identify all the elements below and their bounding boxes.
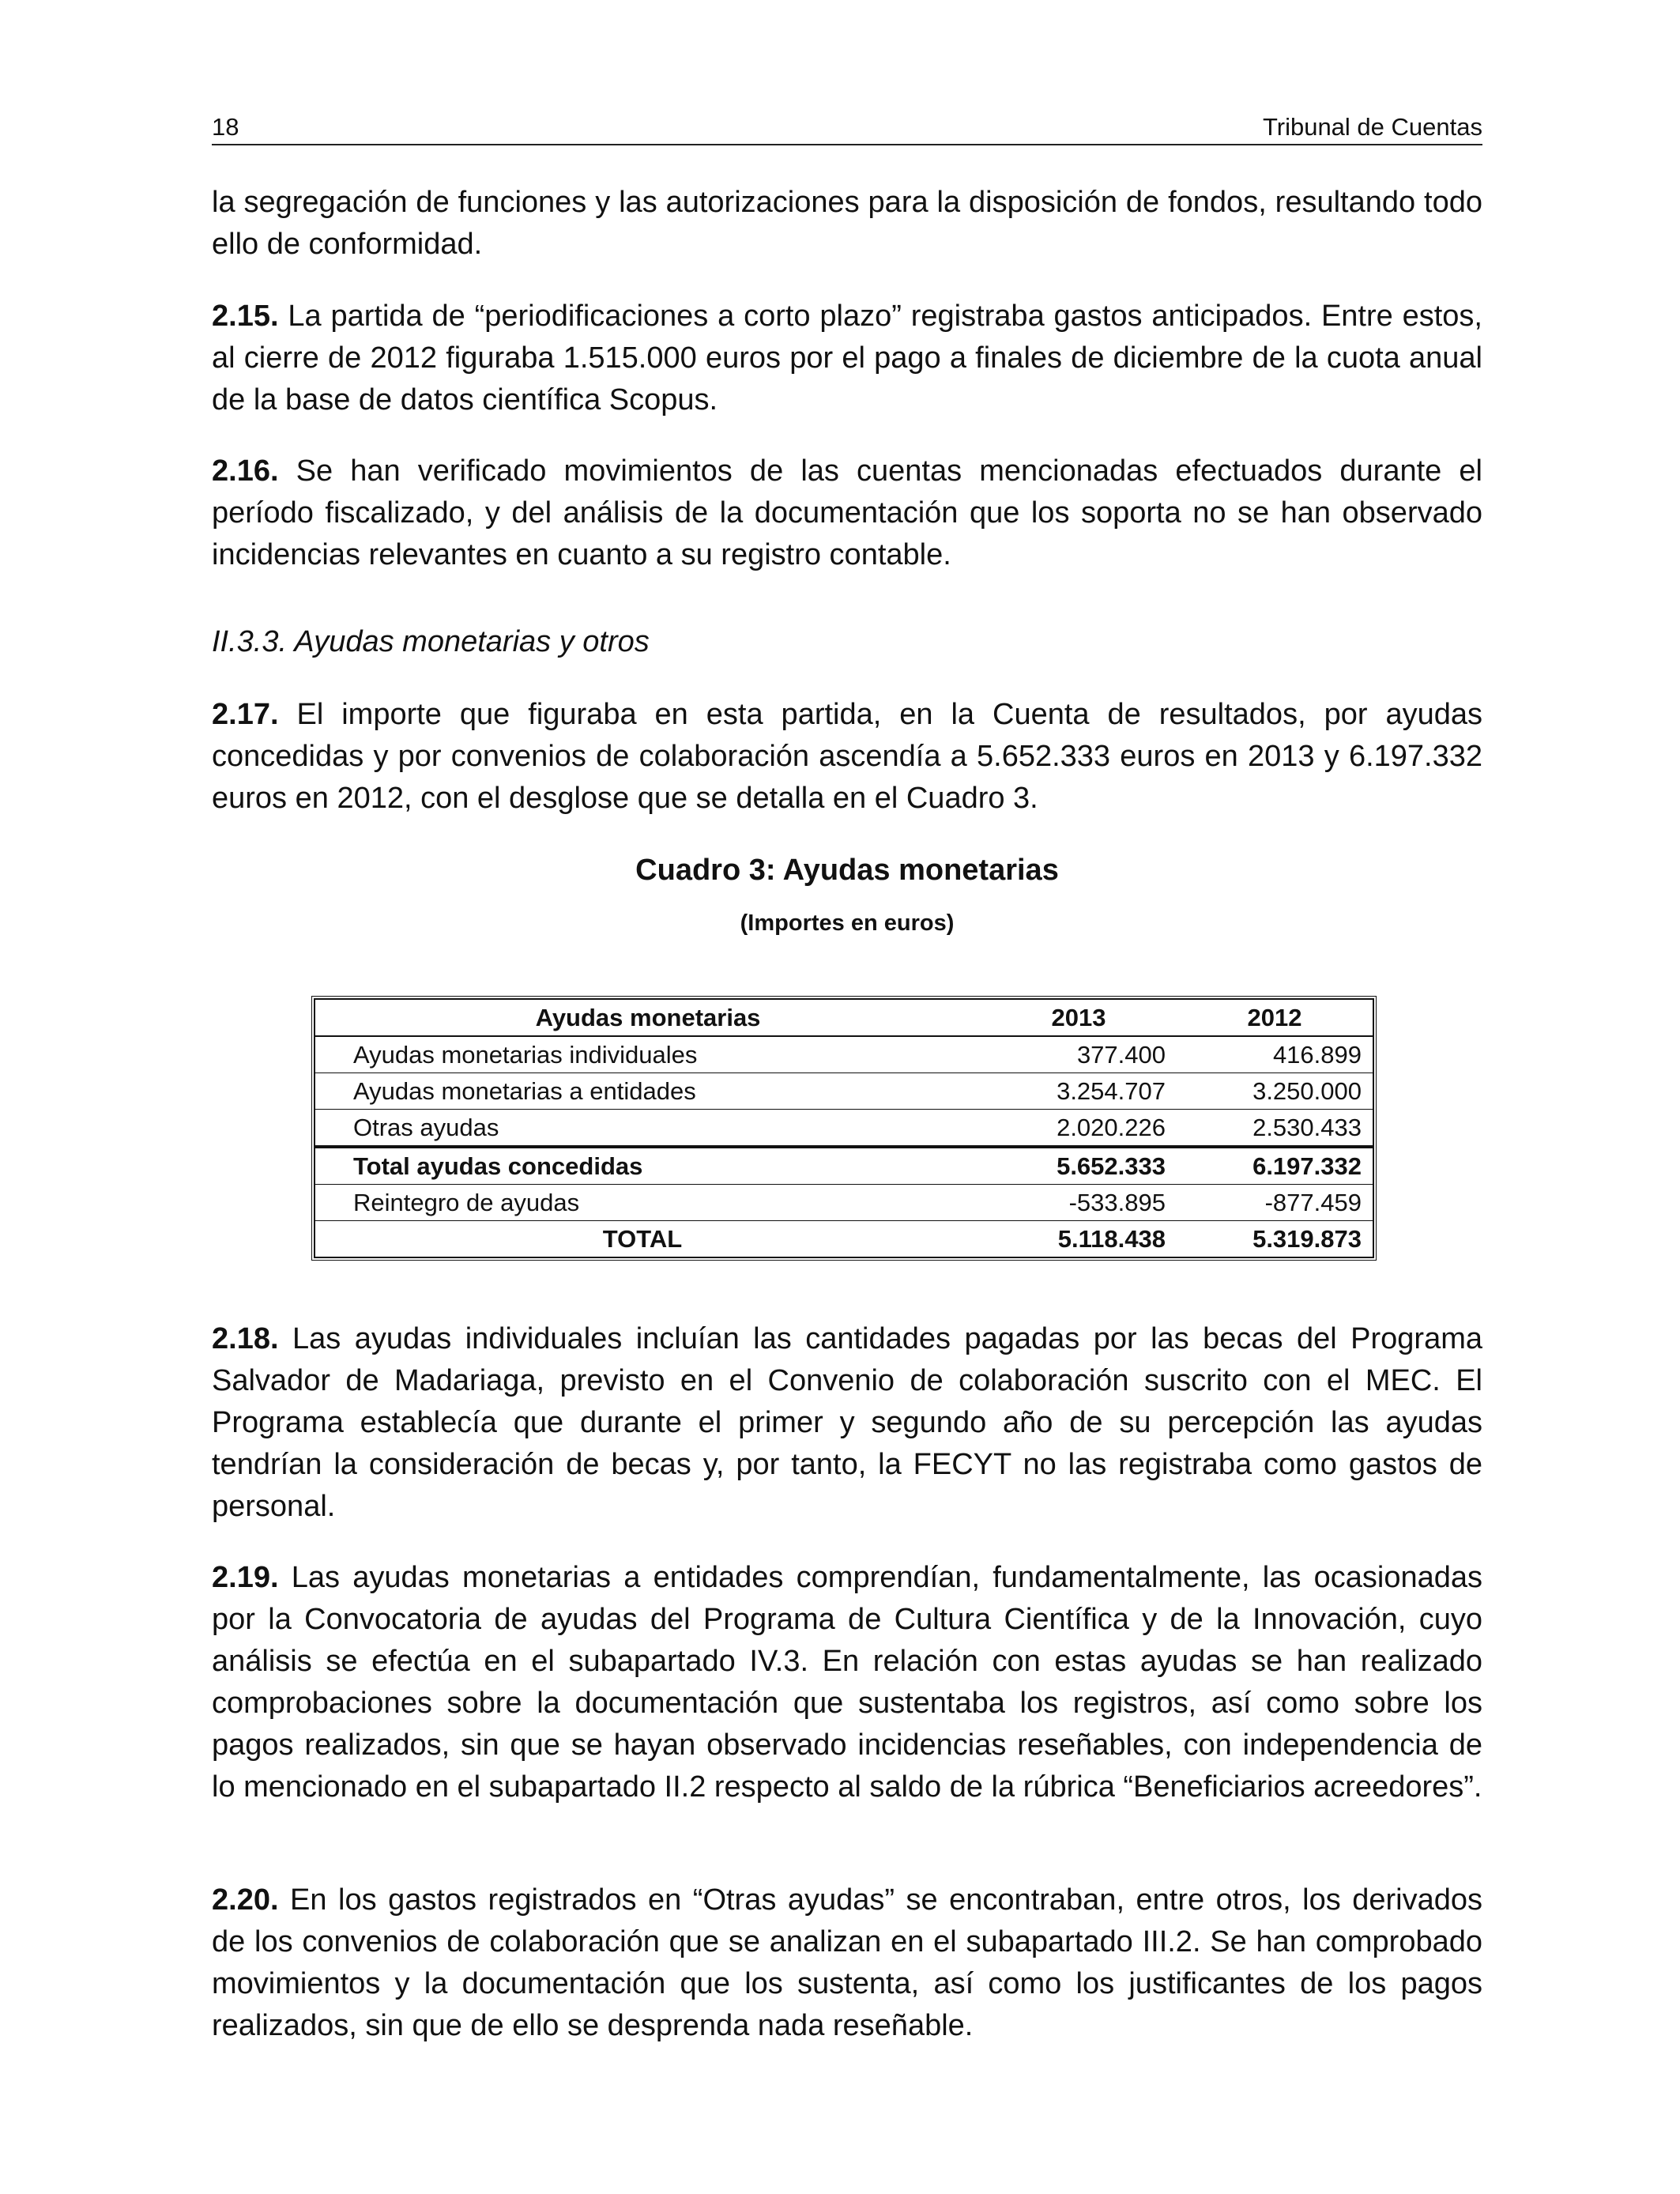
value-2012: 416.899 <box>1177 1036 1373 1073</box>
paragraph-number: 2.19. <box>212 1561 279 1594</box>
value-2012: 2.530.433 <box>1177 1110 1373 1148</box>
value-2013: 5.118.438 <box>981 1221 1177 1258</box>
table-row-reintegro <box>315 1185 1373 1221</box>
paragraph-text: la segregación de funciones y las autorizaciones para la disposición de fondos, resultando todo ello de conformidad. <box>212 186 1482 261</box>
paragraph-number: 2.20. <box>212 1883 279 1917</box>
page-number: 18 <box>212 113 239 141</box>
paragraph-number: 2.17. <box>212 698 279 731</box>
paragraph-number: 2.15. <box>212 300 279 333</box>
paragraph-text: Las ayudas individuales incluían las cantidades pagadas por las becas del Programa Salvador de Madariaga, previsto en el Convenio de colaboración suscrito con el MEC. El Programa establecía que durante el primer y segundo año de su percepción las ayudas tendrían la consideración de becas y, por tanto, la FECYT no las registraba como gastos de personal. <box>212 1322 1482 1523</box>
row-label: Total ayudas concedidas <box>315 1147 981 1185</box>
paragraph-intro <box>212 182 1482 266</box>
paragraph-text: La partida de “periodificaciones a corto plazo” registraba gastos anticipados. Entre estos, al cierre de 2012 figuraba 1.515.000 euros por el pago a finales de diciembre de la cuota anual de la base de datos científica Scopus. <box>212 300 1482 417</box>
table-caption: Cuadro 3: Ayudas monetarias <box>635 854 1059 887</box>
header-cell: Ayudas monetarias <box>315 999 981 1036</box>
table-row-total <box>315 1147 1373 1185</box>
table-container <box>314 998 1374 1258</box>
row-label: Reintegro de ayudas <box>315 1185 981 1221</box>
paragraph-2-20 <box>212 1879 1482 2047</box>
row-label: Otras ayudas <box>315 1110 981 1148</box>
value-2012: 6.197.332 <box>1177 1147 1373 1185</box>
paragraph-number: 2.18. <box>212 1322 279 1355</box>
value-2013: -533.895 <box>981 1185 1177 1221</box>
paragraph-text: El importe que figuraba en esta partida, en la Cuenta de resultados, por ayudas concedidas y por convenios de colaboración ascendía a 5.652.333 euros en 2013 y 6.197.332 euros en 2012, con el desglose que se detalla en el Cuadro 3. <box>212 698 1482 815</box>
paragraph-text: En los gastos registrados en “Otras ayudas” se encontraban, entre otros, los derivados de los convenios de colaboración que se analizan en el subapartado III.2. Se han comprobado movimientos y la documentación que los sustenta, así como los justificantes de los pagos realizados, sin que de ello se desprenda nada reseñable. <box>212 1883 1482 2042</box>
paragraph-2-17 <box>212 694 1482 820</box>
value-2013: 3.254.707 <box>981 1073 1177 1110</box>
paragraph-2-16 <box>212 450 1482 576</box>
row-label: Ayudas monetarias individuales <box>315 1036 981 1073</box>
section-title: II.3.3. Ayudas monetarias y otros <box>212 625 650 658</box>
header-cell: 2013 <box>981 999 1177 1036</box>
running-title: Tribunal de Cuentas <box>1262 113 1482 141</box>
value-2012: -877.459 <box>1177 1185 1373 1221</box>
value-2013: 2.020.226 <box>981 1110 1177 1148</box>
row-label: Ayudas monetarias a entidades <box>315 1073 981 1110</box>
table-header-row <box>315 999 1373 1036</box>
paragraph-2-19 <box>212 1557 1482 1808</box>
paragraph-2-15 <box>212 296 1482 421</box>
value-2013: 377.400 <box>981 1036 1177 1073</box>
paragraph-text: Se han verificado movimientos de las cuentas mencionadas efectuados durante el período fiscalizado, y del análisis de la documentación que los soporta no se han observado incidencias relevantes en cuanto a su registro contable. <box>212 454 1482 571</box>
page-header <box>212 111 1482 145</box>
table-row <box>315 1036 1373 1073</box>
value-2012: 3.250.000 <box>1177 1073 1373 1110</box>
header-cell: 2012 <box>1177 999 1373 1036</box>
table-subcaption: (Importes en euros) <box>740 910 955 936</box>
value-2012: 5.319.873 <box>1177 1221 1373 1258</box>
table-row-grand-total <box>315 1221 1373 1258</box>
paragraph-number: 2.16. <box>212 454 279 488</box>
table-row <box>315 1073 1373 1110</box>
ayudas-table <box>314 998 1374 1258</box>
paragraph-text: Las ayudas monetarias a entidades comprendían, fundamentalmente, las ocasionadas por la Convocatoria de ayudas del Programa de Cultura Científica y de la Innovación, cuyo análisis se efectúa en el subapartado IV.3. En relación con estas ayudas se han realizado comprobaciones sobre la documentación que sustentaba los registros, así como sobre los pagos realizados, sin que se hayan observado incidencias reseñables, con independencia de lo mencionado en el subapartado II.2 respecto al saldo de la rúbrica “Beneficiarios acreedores”. <box>212 1561 1482 1804</box>
row-label: TOTAL <box>315 1221 981 1258</box>
value-2013: 5.652.333 <box>981 1147 1177 1185</box>
paragraph-2-18 <box>212 1318 1482 1528</box>
table-row <box>315 1110 1373 1148</box>
